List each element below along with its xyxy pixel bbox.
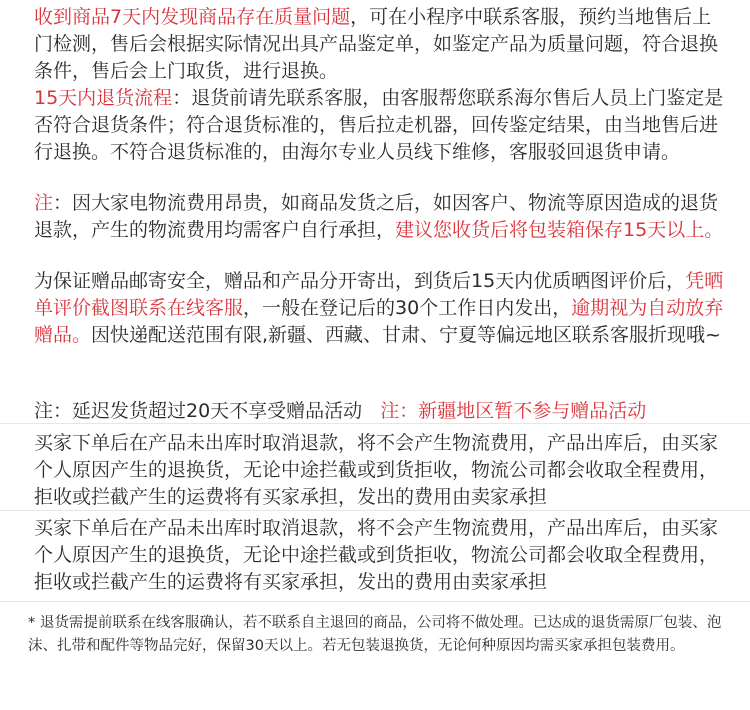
gift-policy-text-1: 为保证赠品邮寄安全，赠品和产品分开寄出，到货后15天内优质晒图评价后， [34, 270, 686, 292]
quality-issue-paragraph [34, 4, 724, 85]
return-process-highlight: 15天内退货流程 [34, 87, 173, 109]
gift-policy-text-3: 因快递配送范围有限,新疆、西藏、甘肃、宁夏等偏远地区联系客服折现哦~ [91, 324, 721, 346]
gift-policy-text-2: ，一般在登记后的30个工作日内发出， [243, 297, 572, 319]
shipping-note-prefix: 注 [34, 192, 54, 214]
gift-policy-paragraph [34, 268, 724, 349]
return-process-paragraph [34, 85, 724, 166]
footnote: * 退货需提前联系在线客服确认，若不联系自主退回的商品，公司将不做处理。已达成的退货需原厂包装、泡沫、扎带和配件等物品完好，保留30天以上。若无包装退换货，无论何种原因均需买家承担包装费用。 [28, 615, 722, 654]
divider-3 [0, 601, 750, 602]
cancellation-paragraph-a: 买家下单后在产品未出库时取消退款，将不会产生物流费用，产品出库后，由买家个人原因产生的退换货，无论中途拦截或到货拒收，物流公司都会收取全程费用，拒收或拦截产生的运费将有买家承担，发出的费用由卖家承担 [34, 432, 719, 508]
activity-notes [34, 398, 724, 425]
delay-gift-note: 注：延迟发货超过20天不享受赠品活动 [34, 400, 363, 422]
divider-2 [0, 510, 750, 511]
cancellation-paragraph-b: 买家下单后在产品未出库时取消退款，将不会产生物流费用，产品出库后，由买家个人原因产生的退换货，无论中途拦截或到货拒收，物流公司都会收取全程费用，拒收或拦截产生的运费将有买家承担，发出的费用由卖家承担 [34, 517, 719, 593]
shipping-note-text: ：因大家电物流费用昂贵，如商品发货之后，如因客户、物流等原因造成的退货退款，产生的物流费用均需客户自行承担， [34, 192, 719, 241]
gift-policy-highlight-2: 逾期视为自动放弃赠品。 [34, 297, 724, 346]
gift-policy-highlight-1: 凭晒单评价截图联系在线客服 [34, 270, 724, 319]
shipping-note-advice: 建议您收货后将包装箱保存15天以上。 [395, 219, 724, 241]
shipping-cost-note [34, 190, 724, 244]
quality-issue-highlight: 收到商品7天内发现商品存在质量问题 [34, 6, 351, 28]
xinjiang-gift-note: 注：新疆地区暂不参与赠品活动 [380, 400, 647, 422]
return-process-text: ：退货前请先联系客服，由客服帮您联系海尔售后人员上门鉴定是否符合退货条件；符合退货标准的，售后拉走机器，回传鉴定结果，由当地售后进行退换。不符合退货标准的，由海尔专业人员线下维修，客服驳回退货申请。 [34, 87, 724, 163]
divider-1 [0, 423, 750, 424]
quality-issue-text: ，可在小程序中联系客服，预约当地售后上门检测，售后会根据实际情况出具产品鉴定单，如鉴定产品为质量问题，符合退换条件，售后会上门取货，进行退换。 [34, 6, 719, 82]
